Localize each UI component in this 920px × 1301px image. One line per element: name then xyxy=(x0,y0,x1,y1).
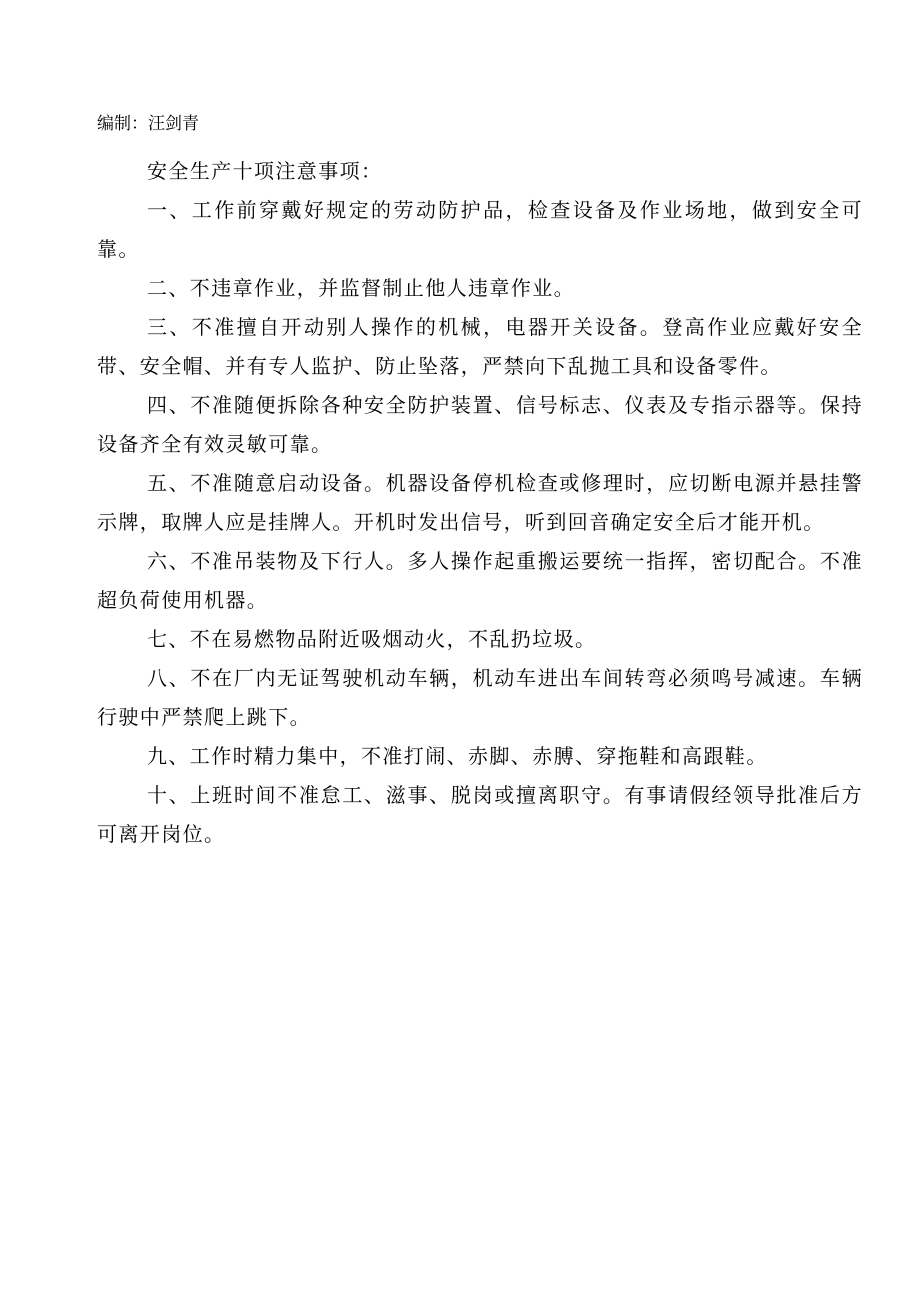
rule-item-8: 八、不在厂内无证驾驶机动车辆，机动车进出车间转弯必须鸣号减速。车辆行驶中严禁爬上跳下。 xyxy=(97,666,863,729)
author-line xyxy=(97,112,199,136)
rule-item-4: 四、不准随便拆除各种安全防护装置、信号标志、仪表及专指示器等。保持设备齐全有效灵敏可靠。 xyxy=(97,393,863,456)
rule-item-6: 六、不准吊装物及下行人。多人操作起重搬运要统一指挥，密切配合。不准超负荷使用机器。 xyxy=(97,549,863,612)
author-label: 编制： xyxy=(97,114,148,134)
rule-item-1: 一、工作前穿戴好规定的劳动防护品，检查设备及作业场地，做到安全可靠。 xyxy=(97,198,863,261)
author-name: 汪剑青 xyxy=(148,114,199,134)
rule-item-9: 九、工作时精力集中，不准打闹、赤脚、赤膊、穿拖鞋和高跟鞋。 xyxy=(147,744,768,768)
rule-item-2: 二、不违章作业，并监督制止他人违章作业。 xyxy=(147,276,575,300)
rule-item-5: 五、不准随意启动设备。机器设备停机检查或修理时，应切断电源并悬挂警示牌，取牌人应是挂牌人。开机时发出信号，听到回音确定安全后才能开机。 xyxy=(97,471,863,534)
rule-item-10: 十、上班时间不准怠工、滋事、脱岗或擅离职守。有事请假经领导批准后方可离开岗位。 xyxy=(97,783,863,846)
rule-item-3: 三、不准擅自开动别人操作的机械，电器开关设备。登高作业应戴好安全带、安全帽、并有专人监护、防止坠落，严禁向下乱抛工具和设备零件。 xyxy=(97,315,863,378)
rule-item-7: 七、不在易燃物品附近吸烟动火，不乱扔垃圾。 xyxy=(147,627,597,651)
document-body xyxy=(97,152,863,854)
section-heading: 安全生产十项注意事项： xyxy=(147,159,383,183)
